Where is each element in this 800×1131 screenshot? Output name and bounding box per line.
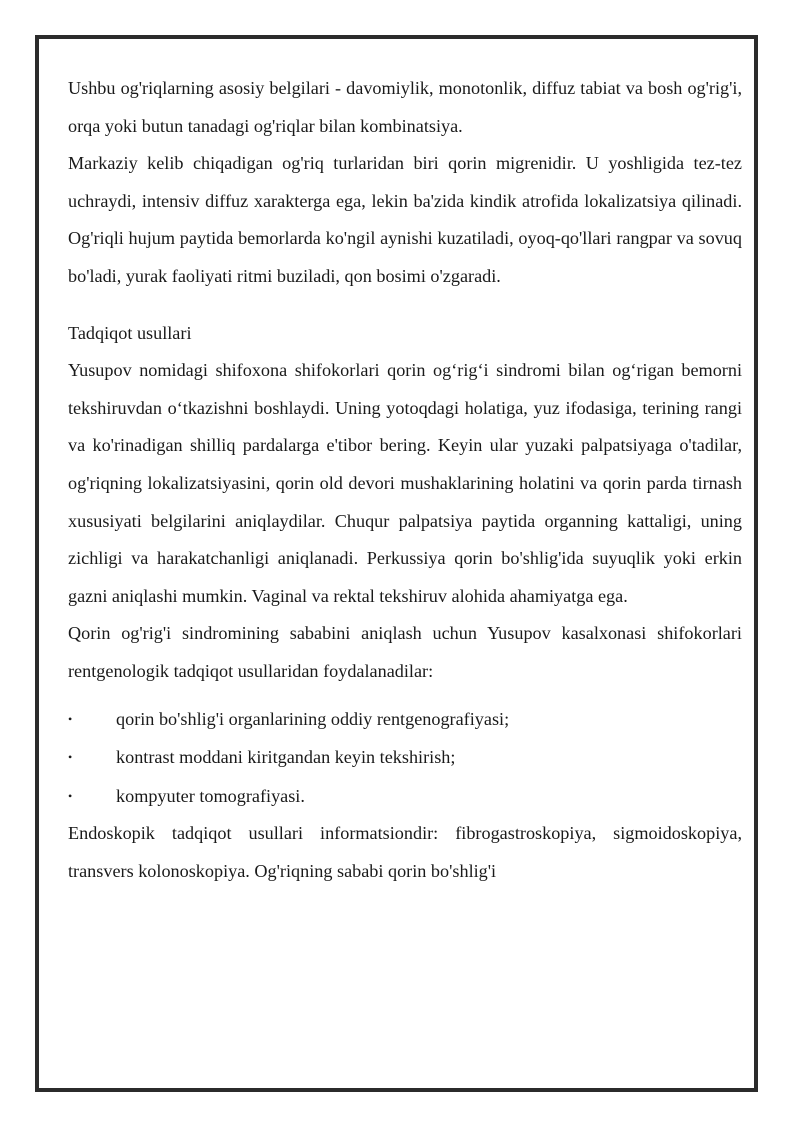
- list-item-text: kontrast moddani kiritgandan keyin tekshirish;: [116, 747, 456, 767]
- list-item-text: kompyuter tomografiyasi.: [116, 785, 305, 806]
- section-heading: Tadqiqot usullari: [68, 322, 192, 343]
- bullet-list: [68, 700, 742, 816]
- list-item: [68, 738, 742, 777]
- bullet-icon: •: [68, 750, 73, 764]
- paragraph-intro-1: Ushbu og'riqlarning asosiy belgilari - davomiylik, monotonlik, diffuz tabiat va bosh og'rig'i, orqa yoki butun tanadagi og'riqlar bilan kombinatsiya.: [68, 78, 742, 136]
- paragraph-methods-1: Yusupov nomidagi shifoxona shifokorlari qorin og‘rig‘i sindromi bilan og‘rigan bemorni tekshiruvdan o‘tkazishni boshlaydi. Uning yotoqdagi holatiga, yuz ifodasiga, terining rangi va ko'rinadigan shilliq pardalarga e'tibor bering. Keyin ular yuzaki palpatsiyaga o'tadilar, og'riqning lokalizatsiyasini, qorin old devori mushaklarining holatini va qorin parda tirnash xususiyati belgilarini aniqlaydilar. Chuqur palpatsiya paytida organning kattaligi, uning zichligi va harakatchanligi aniqlanadi. Perkussiya qorin bo'shlig'ida suyuqlik yoki erkin gazni aniqlashi mumkin. Vaginal va rektal tekshiruv alohida ahamiyatga ega.: [68, 360, 742, 606]
- paragraph-methods-2: Qorin og'rig'i sindromining sababini aniqlash uchun Yusupov kasalxonasi shifokorlari rentgenologik tadqiqot usullaridan foydalanadilar:: [68, 623, 742, 681]
- document-body: [68, 70, 742, 890]
- paragraph-intro-2: Markaziy kelib chiqadigan og'riq turlaridan biri qorin migrenidir. U yoshligida tez-tez uchraydi, intensiv diffuz xarakterga ega, lekin ba'zida kindik atrofida lokalizatsiya qilinadi. Og'riqli hujum paytida bemorlarda ko'ngil aynishi kuzatiladi, oyoq-qo'llari rangpar va sovuq bo'ladi, yurak faoliyati ritmi buziladi, qon bosimi o'zgaradi.: [68, 153, 742, 286]
- list-item: [68, 777, 742, 816]
- bullet-icon: •: [68, 711, 73, 726]
- bullet-icon: •: [68, 788, 73, 803]
- list-item-text: qorin bo'shlig'i organlarining oddiy rentgenografiyasi;: [116, 708, 510, 729]
- paragraph-endoscopy: Endoskopik tadqiqot usullari informatsiondir: fibrogastroskopiya, sigmoidoskopiya, transvers kolonoskopiya. Og'riqning sababi qorin bo'shlig'i: [68, 823, 742, 881]
- list-item: [68, 700, 742, 739]
